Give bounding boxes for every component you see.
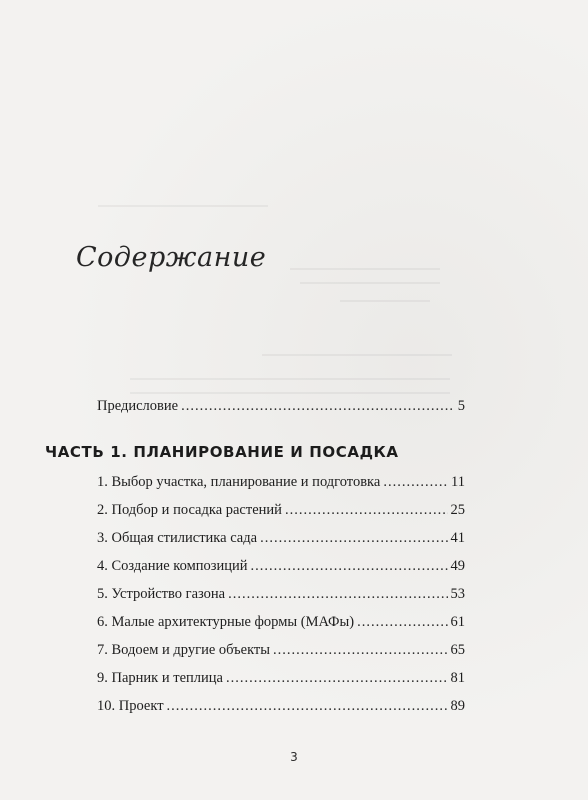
toc-entry-label: 3. Общая стилистика сада <box>97 530 258 546</box>
toc-entry-preface[interactable] <box>97 398 465 415</box>
toc-entry-chapter-9[interactable] <box>97 670 465 687</box>
bleed-through-line <box>290 268 440 270</box>
dot-leader <box>167 698 448 715</box>
toc-entry-label: 2. Подбор и посадка растений <box>97 502 282 518</box>
toc-page-number: 61 <box>450 614 465 630</box>
dot-leader <box>228 586 447 603</box>
toc-entry-chapter-10[interactable] <box>97 698 465 715</box>
toc-page-number: 5 <box>457 398 465 414</box>
toc-entry-chapter-5[interactable] <box>97 586 465 603</box>
toc-entry-chapter-2[interactable] <box>97 502 465 519</box>
toc-page-number: 25 <box>450 502 465 518</box>
toc-page-number: 89 <box>450 698 465 714</box>
toc-page-number: 11 <box>451 474 465 490</box>
toc-entry-chapter-1[interactable] <box>97 474 465 491</box>
toc-page-number: 65 <box>450 642 465 658</box>
bleed-through-line <box>98 205 268 207</box>
bleed-through-line <box>130 378 450 380</box>
bleed-through-line <box>340 300 430 302</box>
dot-leader <box>226 670 448 687</box>
toc-entry-label: 5. Устройство газона <box>97 586 226 602</box>
page-title: Содержание <box>76 242 267 273</box>
dot-leader <box>260 530 447 547</box>
toc-entry-chapter-7[interactable] <box>97 642 465 659</box>
dot-leader <box>357 614 447 631</box>
bleed-through-line <box>300 282 440 284</box>
toc-page-number: 49 <box>450 558 465 574</box>
toc-entry-chapter-4[interactable] <box>97 558 465 575</box>
toc-entry-label: 9. Парник и теплица <box>97 670 223 686</box>
bleed-through-line <box>262 354 452 356</box>
dot-leader <box>181 398 455 415</box>
toc-page-number: 81 <box>450 670 465 686</box>
toc-entry-chapter-6[interactable] <box>97 614 465 631</box>
toc-entry-label: 7. Водоем и другие объекты <box>97 642 271 658</box>
dot-leader <box>285 502 448 519</box>
toc-entry-label: 4. Создание композиций <box>97 558 248 574</box>
toc-entry-chapter-3[interactable] <box>97 530 465 547</box>
dot-leader <box>251 558 448 575</box>
toc-page-number: 53 <box>450 586 465 602</box>
toc-entry-label: 10. Проект <box>97 698 164 714</box>
page-number: 3 <box>290 750 298 764</box>
toc-entry-label: 1. Выбор участка, планирование и подготовка <box>97 474 381 490</box>
toc-entry-label: 6. Малые архитектурные формы (МАФы) <box>97 614 355 630</box>
bleed-through-line <box>130 392 450 394</box>
part-heading: ЧАСТЬ 1. ПЛАНИРОВАНИЕ И ПОСАДКА <box>45 443 399 461</box>
dot-leader <box>383 474 448 491</box>
toc-entry-label: Предисловие <box>97 398 179 414</box>
toc-page-number: 41 <box>450 530 465 546</box>
dot-leader <box>273 642 447 659</box>
